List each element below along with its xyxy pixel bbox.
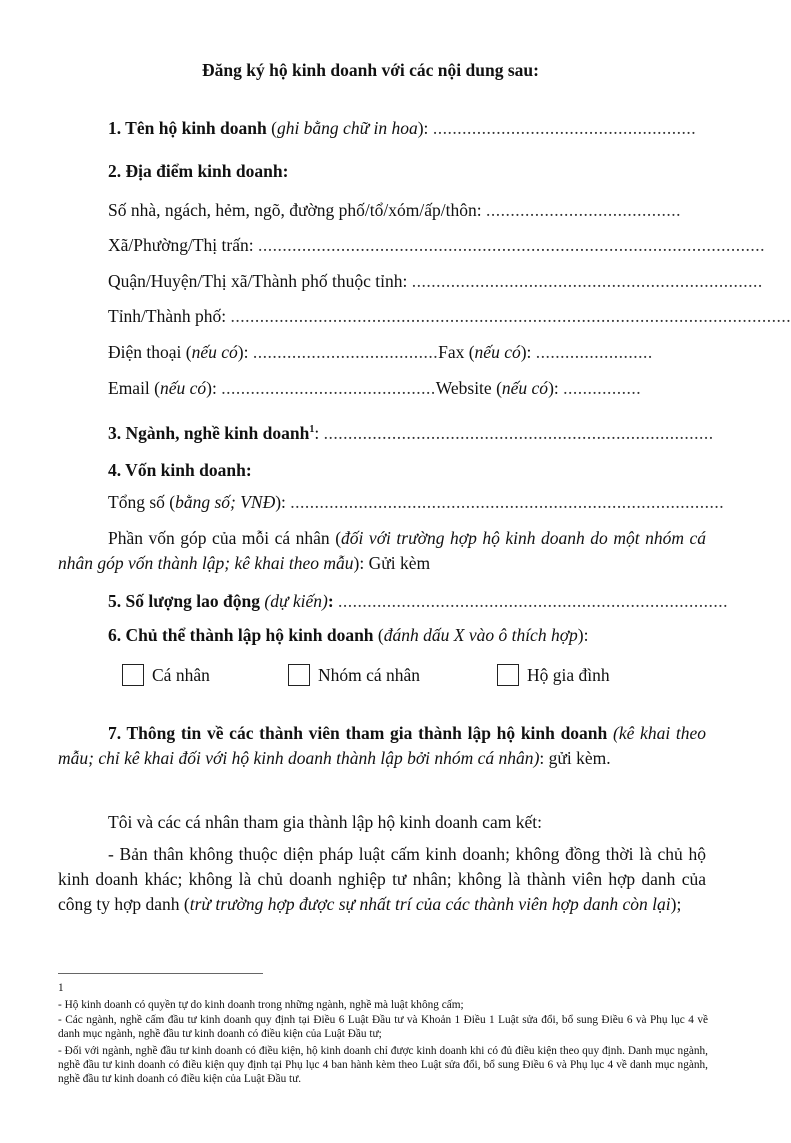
capital-total-label: Tổng số [108,492,165,512]
footnote-separator [58,973,263,974]
option-group[interactable] [288,664,420,686]
group-label: Nhóm cá nhân [318,664,421,685]
address-label: Số nhà, ngách, hẻm, ngõ, đường phố/tổ/xóm/ấp/thôn: [108,200,482,220]
email-web-row: Email (nếu có): ............................................Website (nếu có): ................ [108,378,642,398]
commitment-intro: Tôi và các cá nhân tham gia thành lập hộ kinh doanh cam kết: [108,812,542,832]
province-label: Tỉnh/Thành phố: [108,306,227,326]
section-4-label: 4. Vốn kinh doanh: [108,460,252,480]
group-checkbox[interactable] [288,664,310,686]
business-lines-field[interactable]: ................................................................................ [323,422,714,443]
section-2-label: 2. Địa điểm kinh doanh: [108,161,289,181]
commitment-item-1-text: - Bản thân không thuộc diện pháp luật cấm kinh doanh; không đồng thời là chủ hộ kinh doanh khác; không là chủ doanh nghiệp tư nhân; không là thành viên hợp danh của công ty hợp danh [58,844,706,914]
section-1-label: 1. Tên hộ kinh doanh [108,118,267,138]
footnote-line-3: - Đối với ngành, nghề đầu tư kinh doanh có điều kiện, hộ kinh doanh chỉ được kinh doanh khi có đủ điều kiện theo quy định. Danh mục ngành, nghề đầu tư kinh doanh có điều kiện quy định tại Phụ lục 4 ban hành kèm theo Luật sửa đổi, bổ sung Điều 6 và Phụ lục 4 về danh mục ngành, nghề đầu tư kinh doanh có điều kiện của Luật Đầu tư. [58,1045,708,1085]
capital-share-note: đối với trường hợp hộ kinh doanh do một nhóm cá nhân góp vốn thành lập; kê khai theo mẫu [58,528,707,573]
website-field[interactable]: ................ [563,378,642,398]
individual-label: Cá nhân [152,664,210,685]
fax-label: Fax [438,342,465,362]
section-3-label: 3. Ngành, nghề kinh doanh [108,422,310,443]
address-field[interactable]: ........................................ [485,200,681,220]
founder-type-row: 6. Chủ thể thành lập hộ kinh doanh (đánh dấu X vào ô thích hợp): [108,625,589,645]
capital-share-tail: : Gửi kèm [359,553,431,573]
section-7-paragraph: 7. Thông tin về các thành viên tham gia thành lập hộ kinh doanh (kê khai theo mẫu; chỉ kê khai đối với hộ kinh doanh thành lập bởi nhóm cá nhân): gửi kèm. [58,723,707,768]
section-7-label: 7. Thông tin về các thành viên tham gia thành lập hộ kinh doanh [108,723,608,743]
business-lines-row: 3. Ngành, nghề kinh doanh$^1$: ................................................................................ [108,422,714,443]
email-note: nếu có [160,378,207,398]
founder-type-options [0,664,741,694]
phone-field[interactable]: ...................................... [252,342,439,362]
page-title: Đăng ký hộ kinh doanh với các nội dung sau: [202,60,539,80]
ward-label: Xã/Phường/Thị trấn: [108,235,254,255]
footnote-ref[interactable]: 1 [309,424,315,435]
section-5-label: 5. Số lượng lao động [108,591,260,611]
capital-share-text: Phần vốn góp của mỗi cá nhân [108,528,330,548]
footnote-line-2: - Các ngành, nghề cấm đầu tư kinh doanh quy định tại Điều 6 Luật Đầu tư và Khoản 1 Điều 1 Luật sửa đổi, bổ sung Điều 6 và Phụ lục 4 về danh mục ngành, nghề đầu tư kinh doanh có điều kiện của Luật Đầu tư; [58,1014,708,1040]
commitment-item-1-note: trừ trường hợp được sự nhất trí của các thành viên hợp danh còn lại [189,894,671,914]
section-6-label: 6. Chủ thể thành lập hộ kinh doanh [108,625,374,645]
labor-row: 5. Số lượng lao động (dự kiến): ................................................................................ [108,591,729,611]
individual-checkbox[interactable] [122,664,144,686]
section-5-note: dự kiến [270,591,323,611]
commitment-item-1: - Bản thân không thuộc diện pháp luật cấm kinh doanh; không đồng thời là chủ hộ kinh doanh khác; không là chủ doanh nghiệp tư nhân; không là thành viên hợp danh của công ty hợp danh (trừ trường hợp được sự nhất trí của các thành viên hợp danh còn lại); [58,844,706,914]
section-6-note: đánh dấu X vào ô thích hợp [383,625,578,645]
commitment-item-1-tail: ; [676,894,682,914]
district-field[interactable]: ........................................................................ [411,271,763,291]
household-checkbox[interactable] [497,664,519,686]
address-row [108,199,700,221]
district-row [108,270,763,292]
option-household[interactable] [497,664,610,686]
capital-total-field[interactable]: ......................................................................................... [290,492,725,512]
capital-total-row: Tổng số (bằng số; VNĐ): ......................................................................................... [108,492,725,512]
capital-share-paragraph: Phần vốn góp của mỗi cá nhân (đối với trường hợp hộ kinh doanh do một nhóm cá nhân góp vốn thành lập; kê khai theo mẫu): Gửi kèm [58,528,707,573]
district-label: Quận/Huyện/Thị xã/Thành phố thuộc tỉnh: [108,271,408,291]
ward-field[interactable]: ........................................................................................................ [257,235,765,255]
fax-field[interactable]: ........................ [535,342,653,362]
footnote-mark: 1 [58,982,64,994]
labor-field[interactable]: ................................................................................ [338,591,729,611]
phone-note: nếu có [191,342,238,362]
business-name-field[interactable]: ...................................................... [432,118,697,138]
province-row [108,305,791,327]
province-field[interactable]: ................................................................................................................... [230,306,791,326]
section-7-note: kê khai theo mẫu; chỉ kê khai đối với hộ kinh doanh thành lập bởi nhóm cá nhân [58,723,707,768]
website-label: Website [435,378,492,398]
ward-row [108,234,765,256]
phone-label: Điện thoại [108,342,182,362]
website-note: nếu có [501,378,549,398]
fax-note: nếu có [474,342,521,362]
email-label: Email [108,378,150,398]
email-field[interactable]: ............................................ [221,378,436,398]
capital-total-note: bằng số; VNĐ [175,492,276,512]
phone-fax-row: Điện thoại (nếu có): ......................................Fax (nếu có): ........................ [108,342,653,362]
household-label: Hộ gia đình [527,664,610,685]
business-name-row: 1. Tên hộ kinh doanh (ghi bằng chữ in hoa): ...................................................... [108,118,697,138]
section-7-tail: : gửi kèm. [539,748,611,768]
footnote-line-1: - Hộ kinh doanh có quyền tự do kinh doanh trong những ngành, nghề mà luật không cấm; [58,999,464,1011]
option-individual[interactable] [122,664,210,686]
section-1-note: ghi bằng chữ in hoa [276,118,418,138]
